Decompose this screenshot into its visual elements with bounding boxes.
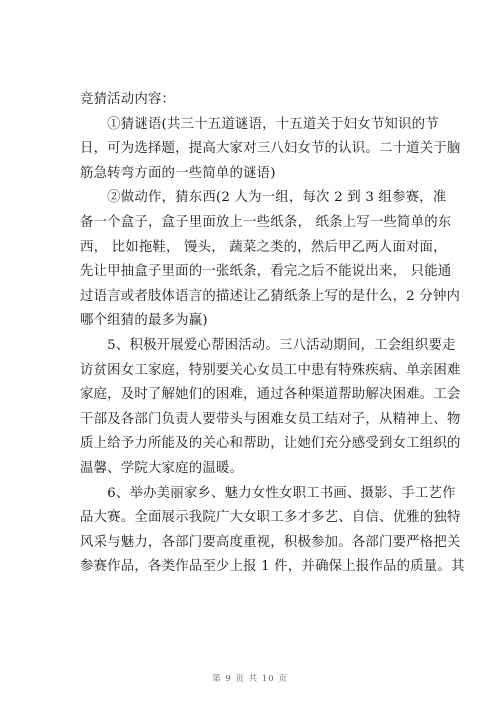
text-line: 质上给予力所能及的关心和帮助，让她们充分感受到女工组织的 — [80, 436, 461, 452]
text-line: 6、举办美丽家乡、魅力女性女职工书画、摄影、手工艺作 — [80, 485, 456, 501]
paragraph-contest-heading — [80, 88, 440, 113]
document-body — [80, 88, 465, 580]
paragraph-riddles — [80, 113, 461, 187]
text-line: 竞猜活动内容： — [80, 92, 176, 107]
text-line: 筋急转弯方面的一些简单的谜语) — [80, 165, 276, 181]
text-line: 参赛作品，各类作品至少上报 1 件，并确保上报作品的质量。其 — [80, 559, 465, 575]
text-line: 家庭，及时了解她们的困难，通过各种渠道帮助解决困难。工会 — [80, 387, 461, 403]
text-line: 干部及各部门负责人要带头与困难女员工结对子，从精神上、物 — [80, 411, 461, 427]
text-line: 品大赛。全面展示我院广大女职工多才多艺、自信、优雅的独特 — [80, 510, 461, 526]
text-line: ②做动作，猜东西(2 人为一组，每次 2 到 3 组参赛，准 — [80, 190, 447, 206]
text-line: ①猜谜语(共三十五道谜语，十五道关于妇女节知识的节 — [80, 116, 439, 132]
text-line: 哪个组猜的最多为赢) — [80, 313, 208, 329]
paragraph-care-activities — [80, 334, 461, 482]
paragraph-charades — [80, 186, 461, 334]
text-line: 温馨、学院大家庭的温暖。 — [80, 460, 244, 476]
text-line: 备一个盒子，盒子里面放上一些纸条， 纸条上写一些简单的东 — [80, 214, 452, 230]
paragraph-art-contest — [80, 482, 465, 580]
text-line: 过语言或者肢体语言的描述让乙猜纸条上写的是什么，2 分钟内 — [80, 288, 461, 304]
text-line: 风采与魅力，各部门要高度重视，积极参加。各部门要严格把关 — [80, 534, 461, 550]
text-line: 日，可为选择题，提高大家对三八妇女节的认识。二十道关于脑 — [80, 141, 461, 157]
text-line: 先让甲抽盒子里面的一张纸条，看完之后不能说出来， 只能通 — [80, 264, 452, 280]
text-line: 西， 比如拖鞋， 馒头， 蔬菜之类的，然后甲乙两人面对面， — [80, 239, 447, 255]
page-number-footer: 第 9 页 共 10 页 — [212, 674, 288, 684]
text-line: 5、积极开展爱心帮困活动。三八活动期间，工会组织要走 — [80, 337, 456, 353]
text-line: 访贫困女工家庭，特别要关心女员工中患有特殊疾病、单亲困难 — [80, 362, 461, 378]
